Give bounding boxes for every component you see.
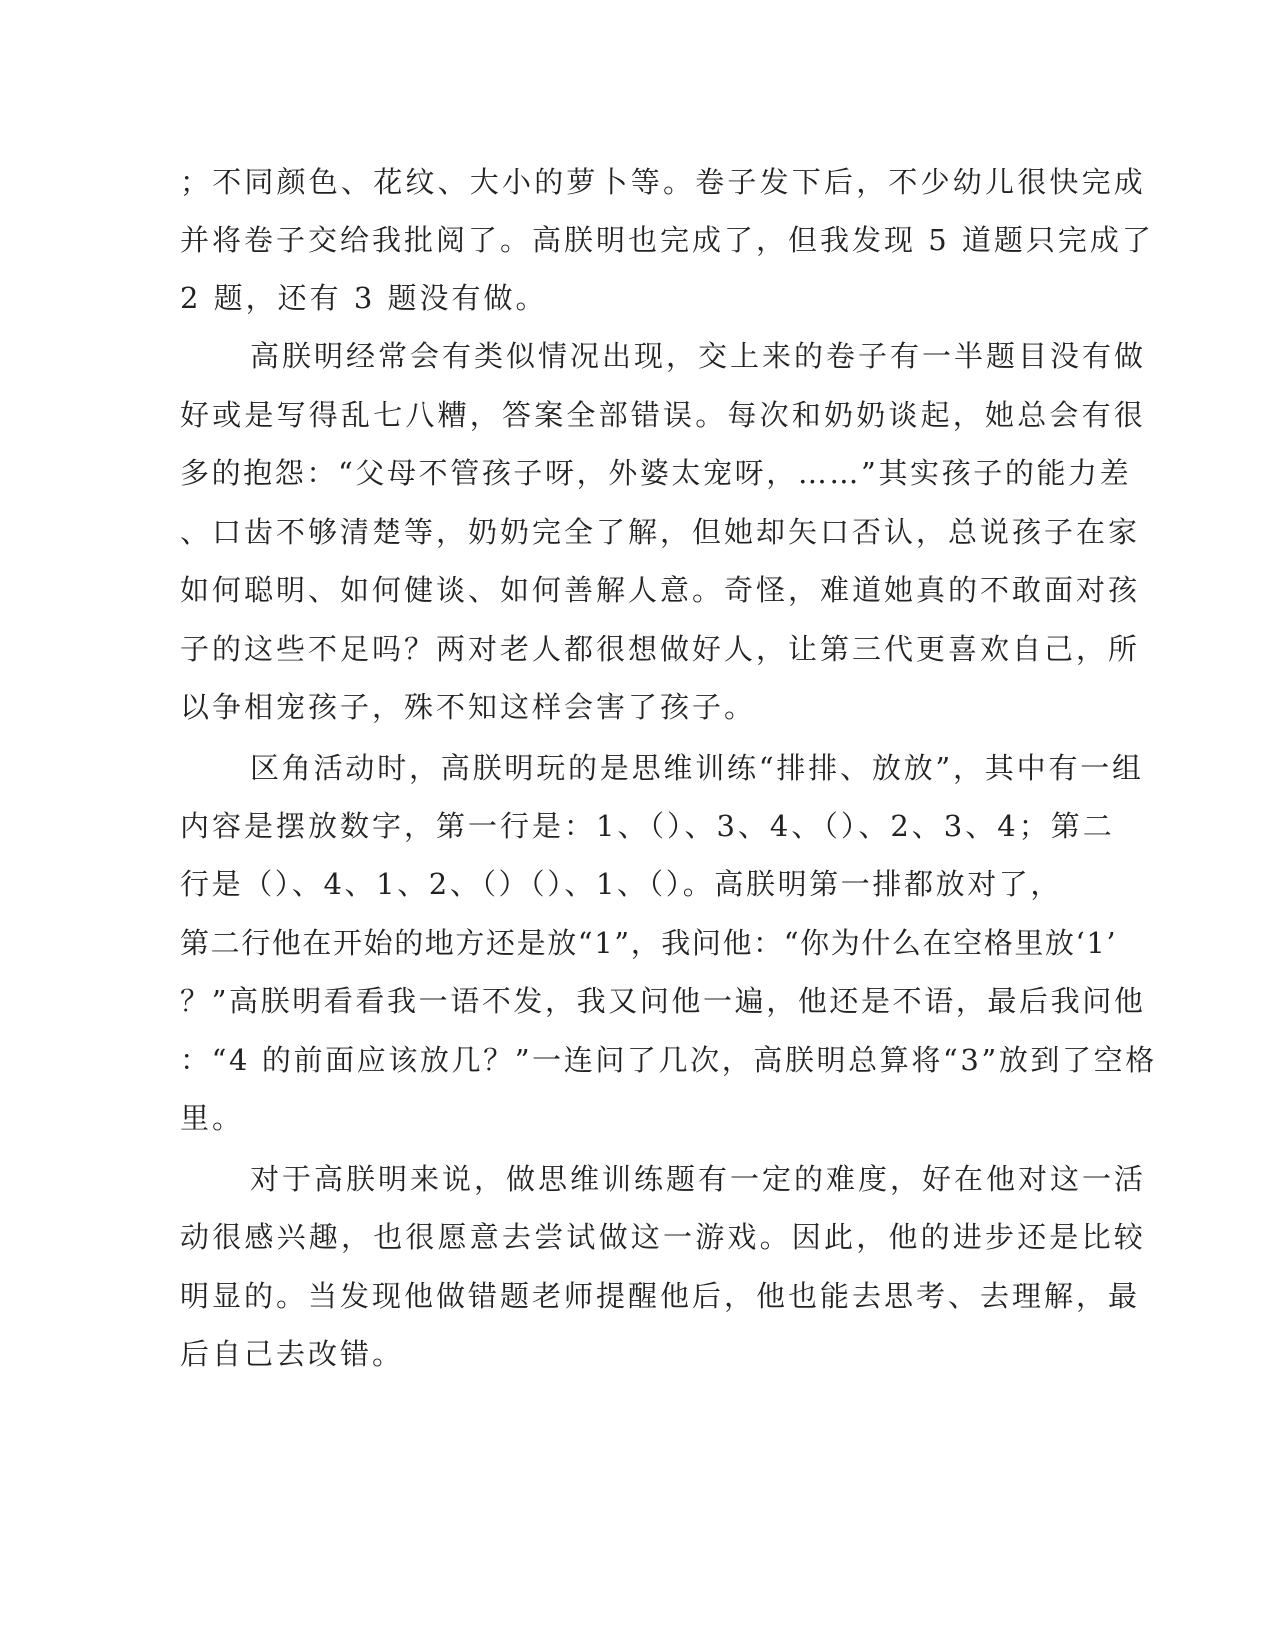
text-line: 动很感兴趣，也很愿意去尝试做这一游戏。因此，他的进步还是比较 (180, 1220, 1147, 1254)
text-line: 、口齿不够清楚等，奶奶完全了解，但她却矢口否认，总说孩子在家 (180, 515, 1141, 549)
text-line: 对于高朕明来说，做思维训练题有一定的难度，好在他对这一活 (250, 1162, 1147, 1196)
text-line: 里。 (180, 1101, 245, 1135)
text-line: 后自己去改错。 (180, 1337, 405, 1371)
text-line: 内容是摆放数字，第一行是：1、（）、3、4、（）、2、3、4；第二 (180, 809, 1115, 843)
text-line: 行是（）、4、1、2、（）（）、1、（）。高朕明第一排都放对了， (180, 867, 1063, 901)
text-line: 多的抱怨：“父母不管孩子呀，外婆太宠呀，……”其实孩子的能力差 (180, 456, 1132, 490)
text-line: 子的这些不足吗？两对老人都很想做好人，让第三代更喜欢自己，所 (180, 632, 1141, 666)
text-line: 明显的。当发现他做错题老师提醒他后，他也能去思考、去理解，最 (180, 1279, 1141, 1313)
text-line: 第二行他在开始的地方还是放“1”，我问他：“你为什么在空格里放‘1’ (180, 926, 1118, 960)
text-line: 2 题，还有 3 题没有做。 (180, 281, 548, 315)
text-line: 区角活动时，高朕明玩的是思维训练“排排、放放”，其中有一组 (250, 751, 1144, 785)
text-line: ？”高朕明看看我一语不发，我又问他一遍，他还是不语，最后我问他 (180, 984, 1146, 1018)
text-line: 以争相宠孩子，殊不知这样会害了孩子。 (180, 690, 757, 724)
text-line: ：“4 的前面应该放几？”一连问了几次，高朕明总算将“3”放到了空格 (180, 1043, 1157, 1077)
text-line: 如何聪明、如何健谈、如何善解人意。奇怪，难道她真的不敢面对孩 (180, 573, 1141, 607)
text-line: 高朕明经常会有类似情况出现，交上来的卷子有一半题目没有做 (250, 339, 1147, 373)
text-line: ；不同颜色、花纹、大小的萝卜等。卷子发下后，不少幼儿很快完成 (180, 165, 1147, 199)
text-line: 好或是写得乱七八糟，答案全部错误。每次和奶奶谈起，她总会有很 (180, 398, 1147, 432)
text-line: 并将卷子交给我批阅了。高朕明也完成了，但我发现 5 道题只完成了 (180, 223, 1154, 257)
